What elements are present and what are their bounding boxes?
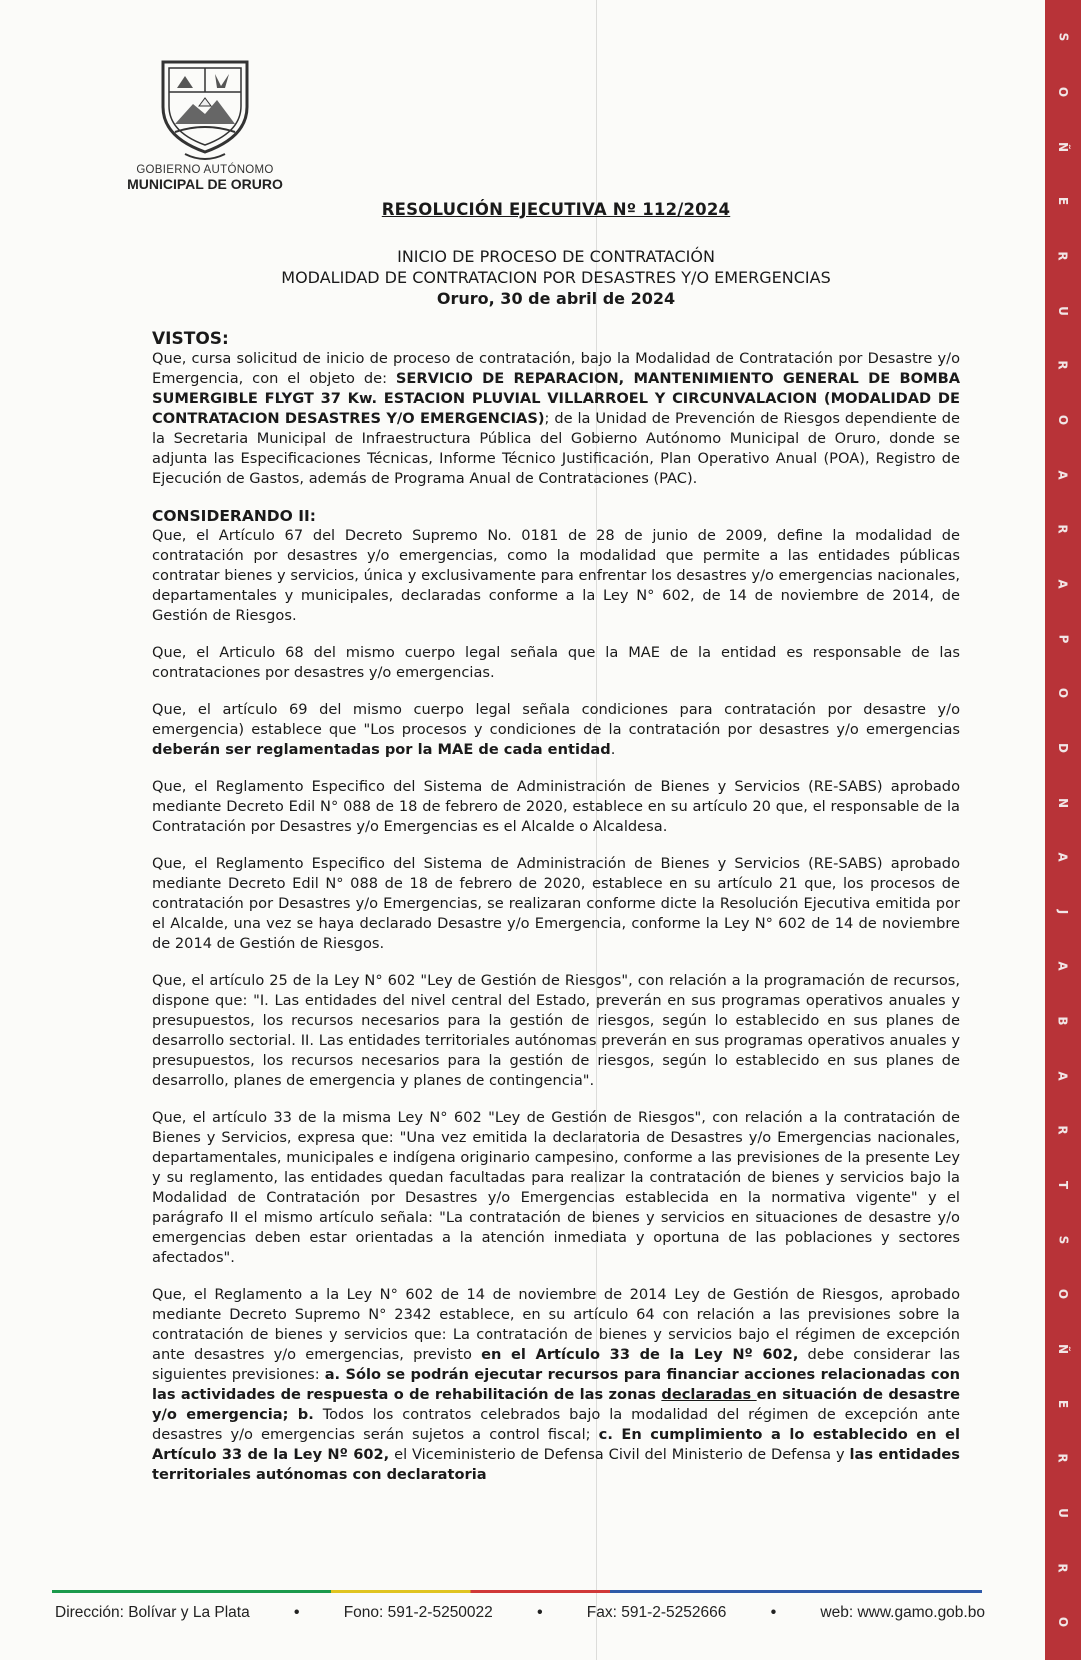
- paragraph-3: Que, el artículo 69 del mismo cuerpo legal señala condiciones para contratación por desastre y/o emergencia) establece que "Los procesos y condiciones de la contratación por desastres y/o emergencias deberán ser reglamentadas por la MAE de cada entidad.: [152, 701, 960, 758]
- stripe-letter: O: [1055, 688, 1070, 699]
- document-subtitle1: INICIO DE PROCESO DE CONTRATACIÓN: [397, 247, 715, 266]
- stripe-letter: O: [1055, 86, 1070, 98]
- stripe-letter: R: [1056, 524, 1070, 534]
- footer-separator: •: [293, 1604, 300, 1621]
- stripe-letter: S: [1056, 1235, 1070, 1245]
- vistos-heading: VISTOS:: [152, 329, 229, 349]
- stripe-letter: T: [1056, 1181, 1070, 1190]
- stripe-letter: A: [1055, 961, 1070, 972]
- footer-separator: •: [537, 1604, 543, 1621]
- footer: [55, 1604, 985, 1622]
- document-body: [152, 200, 960, 1502]
- paragraph-6: Que, el artículo 25 de la Ley N° 602 "Ley de Gestión de Riesgos", con relación a la programación de recursos, dispone que: "I. Las entidades del nivel central del Estado, preverán en sus programas operativos anuales y presupuestos, los recursos necesarios para la gestión de riesgos, según lo establecido en sus planes de desarrollo sectorial. II. Las entidades territoriales autónomas preverán en sus programas operativos anuales y presupuestos, los recursos necesarios para la gestión de riesgos, según lo establecido en sus planes de desarrollo, planes de emergencia y planes de contingencia".: [152, 972, 960, 1089]
- paragraph-5: Que, el Reglamento Especifico del Sistema de Administración de Bienes y Servicios (RE-SABS) aprobado mediante Decreto Edil N° 088 de 18 de febrero de 2020, establece en su artículo 21 que, los procesos de contratación por Desastres y/o Emergencias, se realizaran conforme dicte la Resolución Ejecutiva emitida por el Alcalde, una vez se haya declarado Desastre y/o Emergencia, conforme la Ley N° 602 de 14 de noviembre de 2014 de Gestión de Riesgos.: [152, 855, 960, 952]
- document-subtitle2: MODALIDAD DE CONTRATACION POR DESASTRES Y/O EMERGENCIAS: [281, 268, 831, 287]
- footer-phone: Fono: 591-2-5250022: [343, 1604, 493, 1621]
- stripe-letter: B: [1056, 1016, 1070, 1026]
- stripe-letter: A: [1055, 469, 1070, 480]
- stripe-letter: R: [1056, 1125, 1070, 1136]
- municipal-coat-of-arms-icon: [155, 52, 255, 162]
- stripe-letter: E: [1055, 1399, 1070, 1408]
- logo-line2: MUNICIPAL DE ORURO: [127, 176, 283, 192]
- stripe-letter: R: [1056, 1453, 1070, 1464]
- stripe-letter: S: [1056, 33, 1070, 42]
- document-date: Oruro, 30 de abril de 2024: [436, 289, 676, 308]
- stripe-letter: A: [1055, 1071, 1070, 1081]
- paragraph-1: Que, el Artículo 67 del Decreto Supremo No. 0181 de 28 de junio de 2009, define la modalidad de contratación por desastres y/o emergencias, como la modalidad que permite a las entidades públicas contratar bienes y servicios, única y exclusivamente para enfrentar los desastres y/o emergencias nacionales, departamentales y municipales, declaradas conforme a la Ley N° 602, de 14 de noviembre de 2014, de Gestión de Riesgos.: [152, 527, 960, 624]
- stripe-letter: N: [1055, 797, 1070, 808]
- vistos-paragraph: Que, cursa solicitud de inicio de proceso de contratación, bajo la Modalidad de Contratación por Desastre y/o Emergencia, con el objeto de: SERVICIO DE REPARACION, MANTENIMIENTO GENERAL DE BOMBA SUMERGIBLE FLYGT 37 Kw. ESTACION PLUVIAL VILLARROEL Y CIRCUNVALACION (MODALIDAD DE CONTRATACION DESASTRES Y/O EMERGENCIAS); de la Unidad de Prevención de Riesgos dependiente de la Secretaria Municipal de Infraestructura Pública del Gobierno Autónomo Municipal de Oruro, donde se adjunta las Especificaciones Técnicas, Informe Técnico Justificación, Plan Operativo Anual (POA), Registro de Ejecución de Gastos, además de Programa Anual de Contrataciones (PAC).: [152, 350, 961, 487]
- stripe-letter: R: [1056, 251, 1070, 261]
- stripe-letter: D: [1056, 742, 1070, 753]
- paragraph-8: Que, el Reglamento a la Ley N° 602 de 14 de noviembre de 2014 Ley de Gestión de Riesgos, aprobado mediante Decreto Supremo N° 2342 establece, en su artículo 64 con relación a las previsiones sobre la contratación de bienes y servicios que: La contratación de bienes y servicios bajo el régimen de excepción ante desastres y/o emergencias, previsto en el Artículo 33 de la Ley Nº 602, debe considerar las siguientes previsiones: a. Sólo se podrán ejecutar recursos para financiar acciones relacionadas con las actividades de respuesta o de rehabilitación de las zonas declaradas en situación de desastre y/o emergencia; b. Todos los contratos celebrados bajo la modalidad del régimen de excepción ante desastres y/o emergencias serán sujetos a control fiscal; c. En cumplimiento a lo establecido en el Artículo 33 de la Ley Nº 602, el Viceministerio de Defensa Civil del Ministerio de Defensa y las entidades territoriales autónomas con declaratoria: [152, 1286, 961, 1483]
- stripe-letter: R: [1056, 360, 1070, 370]
- document-title: RESOLUCIÓN EJECUTIVA Nº 112/2024: [381, 200, 731, 219]
- stripe-letter: O: [1055, 414, 1070, 426]
- stripe-letter: A: [1055, 579, 1070, 589]
- stripe-letter: R: [1056, 1563, 1070, 1573]
- stripe-letter: O: [1055, 1617, 1070, 1628]
- footer-divider: [52, 1590, 982, 1593]
- footer-fax: Fax: 591-2-5252666: [586, 1604, 727, 1621]
- stripe-letter: A: [1055, 852, 1070, 862]
- paragraph-7: Que, el artículo 33 de la misma Ley N° 602 "Ley de Gestión de Riesgos", con relación a la contratación de Bienes y Servicios, expresa que: "Una vez emitida la declaratoria de Desastres y/o Emergencias nacionales, departamentales, municipales e indígena originario campesino, conforme a las previsiones de la presente Ley y su reglamento, las entidades quedan facultadas para realizar la contratación de bienes y servicios bajo la Modalidad de Contratación por Desastres y/o Emergencias establecida en la normativa vigente" y el parágrafo II el mismo artículo señala: "La contratación de bienes y servicios en situaciones de desastre y/o emergencias deben estar orientadas a la atención inmediata y oportuna de las poblaciones y sectores afectados".: [152, 1109, 960, 1266]
- stripe-letter: O: [1055, 1289, 1070, 1300]
- stripe-letter: U: [1056, 1508, 1070, 1518]
- stripe-letter: E: [1055, 197, 1070, 206]
- side-stripe: [1045, 0, 1081, 1660]
- paragraph-4: Que, el Reglamento Especifico del Sistema de Administración de Bienes y Servicios (RE-SABS) aprobado mediante Decreto Edil N° 088 de 18 de febrero de 2020, establece en su artículo 20 que, el responsable de la Contratación por Desastres y/o Emergencias es el Alcalde o Alcaldesa.: [152, 778, 960, 835]
- paragraph-2: Que, el Articulo 68 del mismo cuerpo legal señala que la MAE de la entidad es responsable de las contrataciones por desastres y/o emergencias.: [152, 644, 960, 681]
- stripe-letter: Ñ: [1055, 141, 1070, 152]
- footer-separator: •: [770, 1604, 777, 1621]
- footer-web: web: www.gamo.gob.bo: [820, 1604, 985, 1621]
- header-logo: [110, 52, 300, 192]
- stripe-letter: P: [1055, 634, 1070, 643]
- considerando-heading: CONSIDERANDO II:: [152, 507, 316, 525]
- stripe-letter: U: [1056, 305, 1070, 316]
- logo-line1: GOBIERNO AUTÓNOMO: [136, 164, 274, 176]
- stripe-letter: J: [1056, 909, 1070, 915]
- stripe-letter: Ñ: [1055, 1344, 1070, 1355]
- footer-address: Dirección: Bolívar y La Plata: [55, 1604, 250, 1621]
